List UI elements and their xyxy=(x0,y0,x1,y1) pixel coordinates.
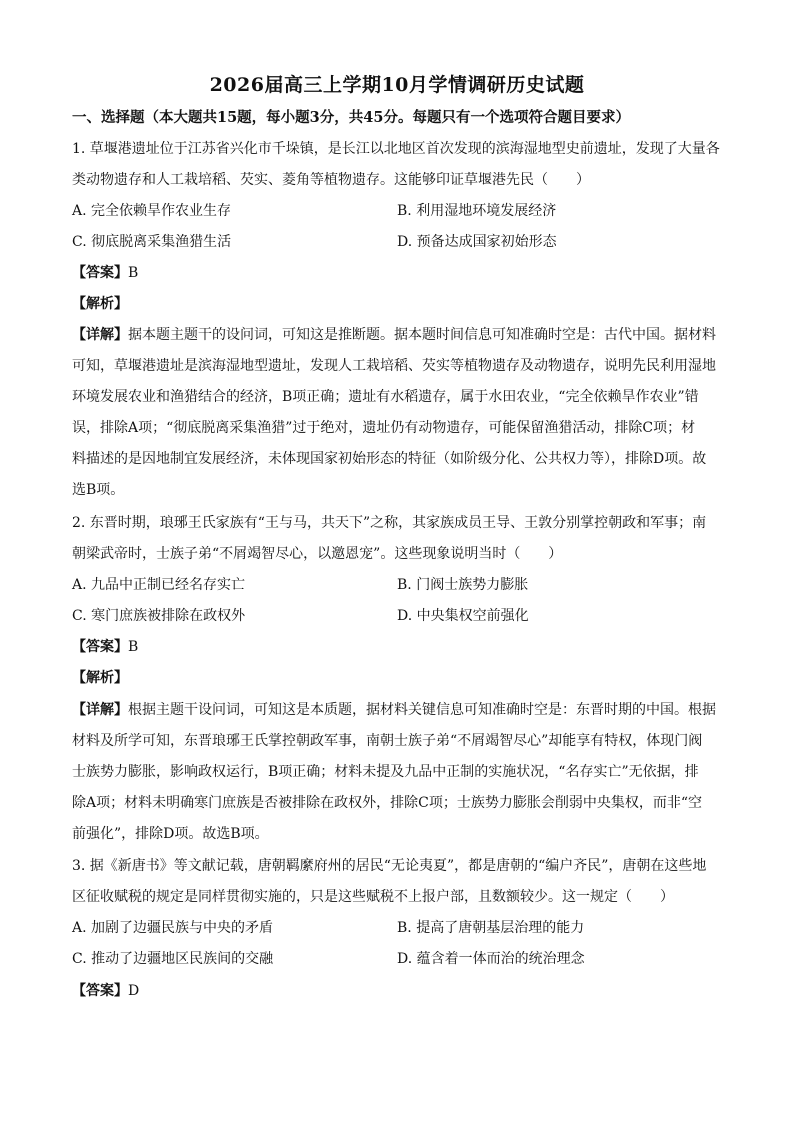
question-2-detail-line-5: 前强化”，排除D项。故选B项。 xyxy=(72,826,269,842)
question-1-option-d: D. 预备达成国家初始形态 xyxy=(397,234,557,250)
question-2-detail-line-4: 除A项；材料未明确寒门庶族是否被排除在政权外，排除C项；士族势力膨胀会削弱中央集权，而非“空 xyxy=(72,795,702,811)
question-2-option-c: C. 寒门庶族被排除在政权外 xyxy=(72,608,246,624)
question-3-option-c: C. 推动了边疆地区民族间的交融 xyxy=(72,951,274,967)
question-3-option-b: B. 提高了唐朝基层治理的能力 xyxy=(397,920,585,936)
question-1-detail-line-4: 误，排除A项；“彻底脱离采集渔猎”过于绝对，遗址仍有动物遗存，可能保留渔猎活动，排除C项；材 xyxy=(72,420,696,436)
question-2-option-a: A. 九品中正制已经名存实亡 xyxy=(72,577,246,593)
question-1-detail-line-1: 【详解】据本题主题干的设问词，可知这是推断题。据本题时间信息可知准确时空是：古代中国。据材料 xyxy=(72,327,716,343)
answer-value: B xyxy=(128,639,139,655)
answer-value: D xyxy=(128,983,140,999)
question-2-detail-line-3: 士族势力膨胀，影响政权运行，B项正确；材料未提及九品中正制的实施状况，“名存实亡”无依据，排 xyxy=(72,764,699,780)
question-2-option-d: D. 中央集权空前强化 xyxy=(397,608,529,624)
question-1-option-c: C. 彻底脱离采集渔猎生活 xyxy=(72,234,232,250)
answer-label: 【答案】 xyxy=(72,265,128,281)
question-1-detail-line-6: 选B项。 xyxy=(72,482,125,498)
question-2-answer: 【答案】B xyxy=(72,639,139,655)
answer-value: B xyxy=(128,265,139,281)
page-title: 2026届高三上学期10月学情调研历史试题 xyxy=(209,74,585,96)
question-1-option-a: A. 完全依赖旱作农业生存 xyxy=(72,203,232,219)
question-1-answer xyxy=(72,263,138,283)
question-1-analysis-label: 【解析】 xyxy=(72,296,128,312)
section-heading: 一、选择题（本大题共15题，每小题3分，共45分。每题只有一个选项符合题目要求） xyxy=(72,109,630,126)
question-1-stem-line-1: 1. 草堰港遗址位于江苏省兴化市千垛镇，是长江以北地区首次发现的滨海湿地型史前遗址，发现了大量各 xyxy=(72,141,720,157)
detail-label: 【详解】 xyxy=(72,327,128,343)
question-1-detail-line-5: 料描述的是因地制宜发展经济，未体现国家初始形态的特征（如阶级分化、公共权力等），排除D项。故 xyxy=(72,451,707,467)
question-3-stem-line-2: 区征收赋税的规定是同样贯彻实施的，只是这些赋税不上报户部，且数额较少。这一规定（ ） xyxy=(72,889,674,905)
question-3-stem-line-1: 3. 据《新唐书》等文献记载，唐朝羁縻府州的居民“无论夷夏”，都是唐朝的“编户齐民”，唐朝在这些地 xyxy=(72,858,707,874)
question-3-option-d: D. 蕴含着一体而治的统治理念 xyxy=(397,951,585,967)
question-2-detail-line-1: 【详解】根据主题干设问词，可知这是本质题，据材料关键信息可知准确时空是：东晋时期的中国。根据 xyxy=(72,702,716,718)
question-3-option-a: A. 加剧了边疆民族与中央的矛盾 xyxy=(72,920,274,936)
question-2-analysis-label: 【解析】 xyxy=(72,670,128,686)
question-2-stem-line-1: 2. 东晋时期，琅琊王氏家族有“王与马，共天下”之称，其家族成员王导、王敦分别掌控朝政和军事；南 xyxy=(72,515,707,531)
question-1-detail-line-3: 环境发展农业和渔猎结合的经济，B项正确；遗址有水稻遗存，属于水田农业，“完全依赖旱作农业”错 xyxy=(72,389,699,405)
question-2-detail-line-2: 材料及所学可知，东晋琅琊王氏掌控朝政军事，南朝士族子弟“不屑竭智尽心”却能享有特权，体现门阀 xyxy=(72,733,703,749)
question-1-detail-line-2: 可知，草堰港遗址是滨海湿地型遗址，发现人工栽培稻、芡实等植物遗存及动物遗存，说明先民利用湿地 xyxy=(72,358,716,374)
question-1-stem-line-2: 类动物遗存和人工栽培稻、芡实、菱角等植物遗存。这能够印证草堰港先民（ ） xyxy=(72,172,590,188)
question-2-stem-line-2: 朝梁武帝时，士族子弟“不屑竭智尽心，以邀恩宠”。这些现象说明当时（ ） xyxy=(72,546,563,562)
question-1-option-b: B. 利用湿地环境发展经济 xyxy=(397,203,557,219)
question-3-answer: 【答案】D xyxy=(72,983,140,999)
question-2-option-b: B. 门阀士族势力膨胀 xyxy=(397,577,529,593)
